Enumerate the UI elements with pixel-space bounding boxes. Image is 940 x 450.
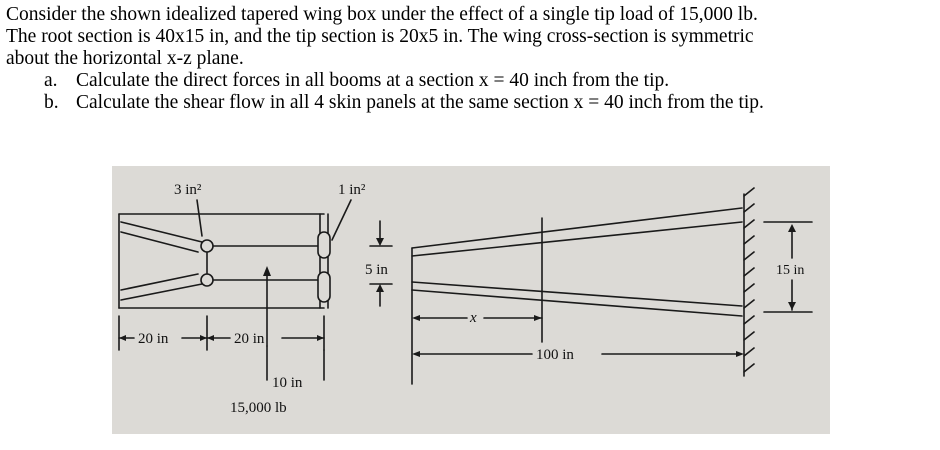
part-b-text: Calculate the shear flow in all 4 skin panels at the same section x = 40 inch from the tip.	[76, 92, 764, 113]
side-view	[370, 188, 812, 384]
question-parts	[6, 70, 936, 114]
part-a-label: a.	[44, 70, 58, 91]
load-value-label: 15,000 lb	[230, 400, 287, 416]
problem-intro-line-1: Consider the shown idealized tapered wing box under the effect of a single tip load of 15,000 lb.	[6, 4, 758, 25]
root-depth-label: 15 in	[776, 263, 805, 278]
boom-large-lower	[201, 274, 213, 286]
boom-small-upper	[318, 232, 330, 258]
boom-area-small-label: 1 in²	[338, 182, 366, 198]
part-a-text: Calculate the direct forces in all booms at a section x = 40 inch from the tip.	[76, 70, 670, 91]
cross-section-view	[119, 200, 351, 380]
dim-right-width-label: 20 in	[234, 331, 265, 347]
station-x-label: x	[470, 310, 477, 326]
dim-left-width-label: 20 in	[138, 331, 169, 347]
problem-statement	[6, 4, 936, 114]
wing-box-figure	[112, 166, 830, 434]
part-b-label: b.	[44, 92, 59, 113]
question-part-b	[6, 92, 936, 114]
boom-small-lower	[318, 272, 330, 302]
span-length-label: 100 in	[536, 347, 574, 363]
boom-area-large-label: 3 in²	[174, 182, 202, 198]
problem-intro-line-3: about the horizontal x-z plane.	[6, 48, 244, 69]
tip-depth-label: 5 in	[365, 262, 388, 278]
wing-box-drawing	[112, 166, 830, 434]
boom-large-upper	[201, 240, 213, 252]
question-part-a	[6, 70, 936, 92]
dim-load-offset-label: 10 in	[272, 375, 303, 391]
problem-intro-line-2: The root section is 40x15 in, and the tip section is 20x5 in. The wing cross-section is symmetric	[6, 26, 754, 47]
wall-hatch	[744, 188, 754, 196]
